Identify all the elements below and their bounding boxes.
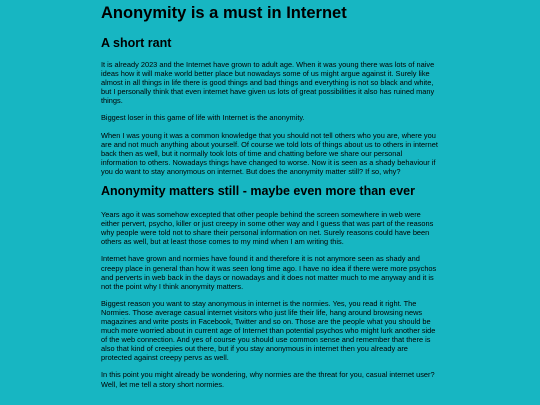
paragraph: Biggest reason you want to stay anonymous in internet is the normies. Yes, you read it right. The Normies. Those average casual internet visitors who just life their life, hang around browsing news magazines and write posts in Facebook, Twitter and so on. Those are the people what you should be much more worried about in current age of Internet than potential psychos who might lurk another side of the web connection. And yes of course you should use common sense and remember that there is also that kind of creepies out there, but if you stay anonymous in internet then you already are protected against creepy pervs as well. [101,298,436,363]
paragraph: When I was young it was a common knowledge that you should not tell others who you are, where you are and not much anything about yourself. Of course we told lots of things about us to others in internet back then as well, but it normally took lots of time and chatting before we share our personal information to others. Nowadays things have changed to worse. Now it is seen as a shady behaviour if you do want to stay anonymous on internet. But does the anonymity matter still? If so, why? [101,130,438,176]
paragraph: In this point you might already be wondering, why normies are the threat for you, casual internet user? Well, let me tell a story short normies. [101,370,435,389]
section-heading-short-rant: A short rant [101,36,172,50]
paragraph: Years ago it was somehow excepted that other people behind the screen somewhere in web were either pervert, psycho, killer or just creepy in some other way and I guess that was part of the reasons why people were told not to share their personal information on net. Surely reasons could have been others as well, but at least those comes to my mind when I am writing this. [101,210,434,247]
page-title: Anonymity is a must in Internet [101,4,347,22]
section-heading-anonymity-matters: Anonymity matters still - maybe even more than ever [101,184,415,199]
article [101,0,439,389]
paragraph: It is already 2023 and the Internet have grown to adult age. When it was young there was lots of naive ideas how it will make world better place but nowadays some of us might argue against it. Surely like almost in all things in life there is good things and bad things and everything is not so black and white, but I personally think that even internet have given us lots of great possibilities it also has ruined many things. [101,60,435,106]
paragraph: Biggest loser in this game of life with Internet is the anonymity. [101,113,305,123]
paragraph: Internet have grown and normies have found it and therefore it is not anymore seen as shady and creepy place in general than how it was seen long time ago. I have no idea if there were more psychos and perverts in web back in the days or nowadays and it does not matter much to me anyway and it is not the point why I think anonymity matters. [101,254,437,291]
